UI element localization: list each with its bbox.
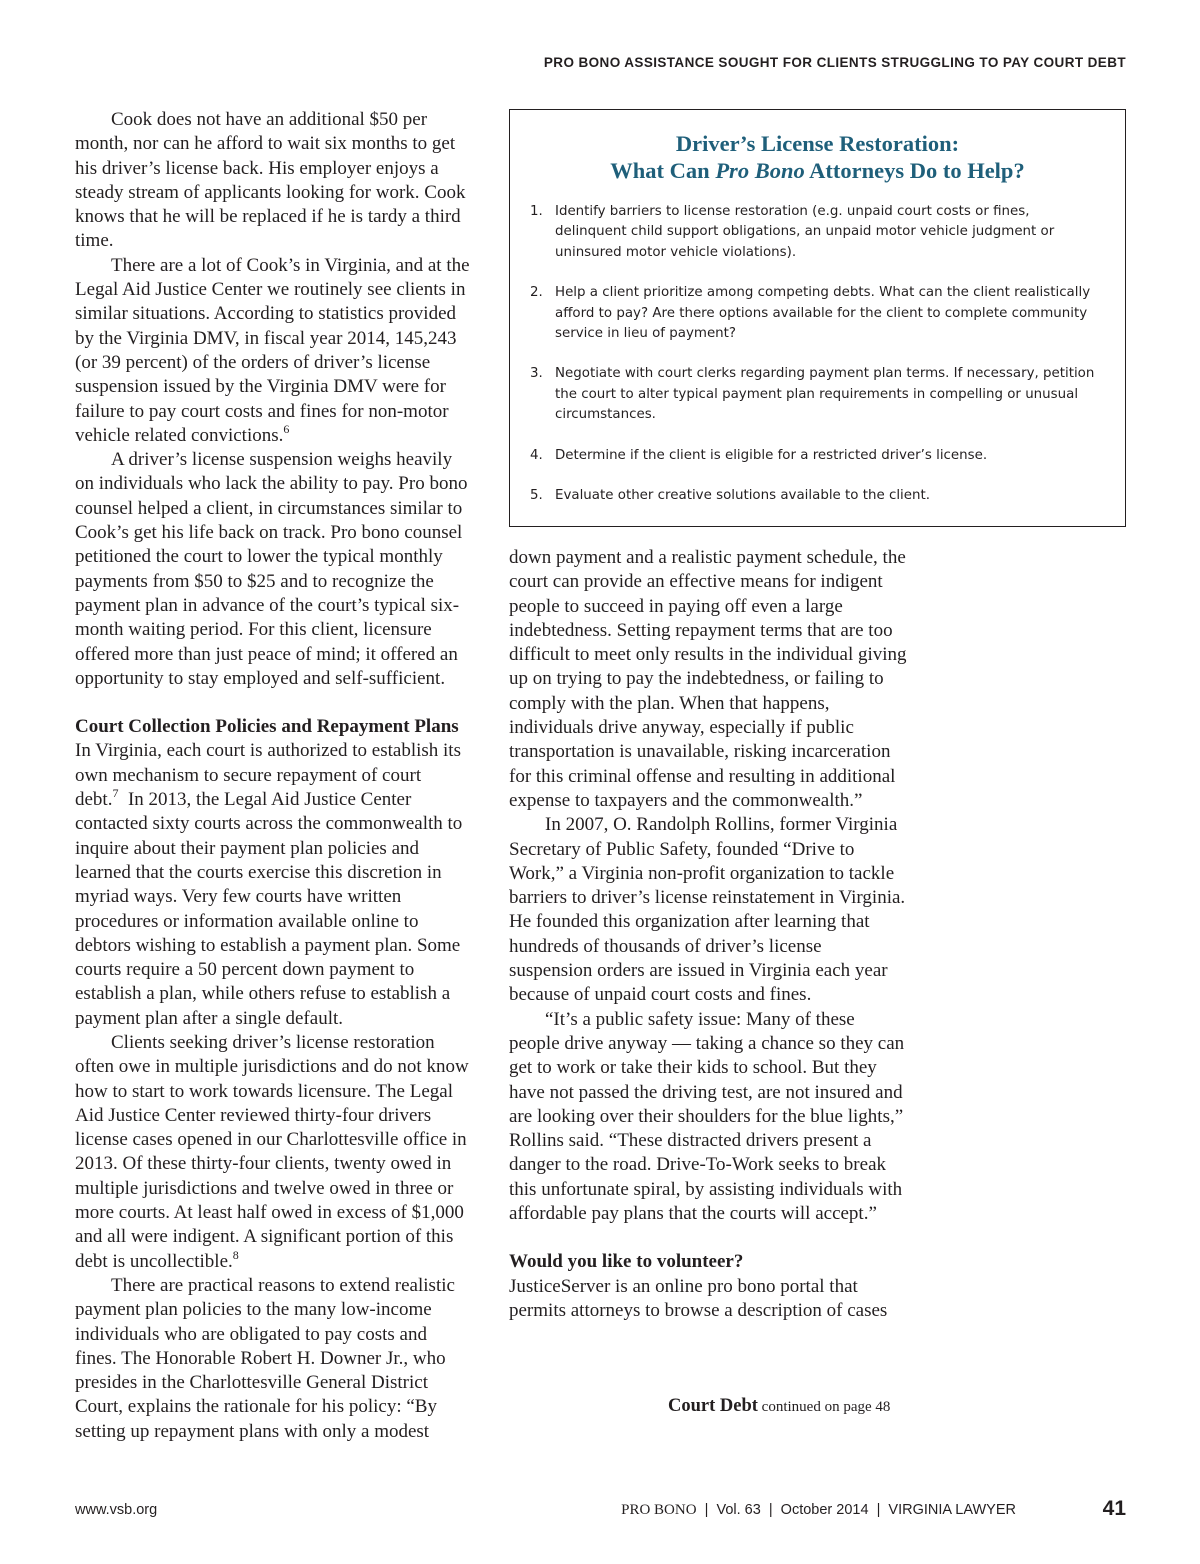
list-number: 5. [530,488,543,504]
page-number: 41 [1102,1497,1126,1520]
list-text: Determine if the client is eligible for a restricted driver’s license. [555,447,988,463]
paragraph [75,254,473,448]
title-text: What Can [610,158,716,183]
paragraph-text: Clients seeking driver’s license restoration often owe in multiple jurisdictions and do not know how to start to work towards licensure. The Legal Aid Justice Center reviewed thirty-four drivers license cases opened in our Charlottesville office in 2013. Of these thirty-four clients, twenty owed in multiple jurisdictions and twelve owed in three or more courts. At least half owed in excess of $1,000 and all were indigent. A significant portion of this debt is uncollectible. [75,1031,469,1272]
continuation-note [668,1396,890,1417]
title-text: Attorneys Do to Help? [804,158,1025,183]
running-header: PRO BONO ASSISTANCE SOUGHT FOR CLIENTS STRUGGLING TO PAY COURT DEBT [543,55,1126,70]
paragraph-text: In 2013, the Legal Aid Justice Center contacted sixty courts across the commonwealth to inquire about their payment plan policies and learned that the courts exercise this discretion in myriad ways. Very few courts have written procedures or information available online to debtors wishing to establish a payment plan. Some courts require a 50 percent down payment to establish a plan, while others refuse to establish a payment plan after a single default. [75,789,463,1029]
spacer [75,691,473,715]
continuation-text: continued on page 48 [757,1399,891,1415]
list-number: 3. [530,366,543,382]
title-emphasis: Pro Bono [715,158,805,183]
list-number: 4. [530,447,543,463]
paragraph [75,1031,473,1274]
paragraph: In 2007, O. Randolph Rollins, former Virginia Secretary of Public Safety, founded “Drive to Work,” a Virginia non-profit organization to tackle barriers to driver’s license reinstatement in Virginia. He founded this organization after learning that hundreds of thousands of driver’s license suspension orders are issued in Virginia each year because of unpaid court costs and fines. [509,814,906,1006]
sidebar-title-line: Driver’s License Restoration: [675,131,960,156]
footnote-ref: 7 [112,786,119,801]
continuation-label: Court Debt [668,1396,758,1416]
section-heading: Court Collection Policies and Repayment Plans [75,716,459,738]
paragraph: “It’s a public safety issue: Many of these people drive anyway — taking a chance so they can get to work or take their kids to school. But they have not passed the driving test, are not insured and are looking over their shoulders for the blue lights,” Rollins said. “These distracted drivers present a danger to the road. Drive-To-Work seeks to break this unfortunate spiral, by assisting individuals with affordable pay plans that the courts will accept.” [509,1008,905,1225]
paragraph [75,739,473,1031]
sidebar-list [510,202,1125,506]
footer-details: | Vol. 63 | October 2014 | VIRGINIA LAWYER [696,1502,1016,1518]
list-item [530,283,1103,344]
paragraph: A driver’s license suspension weighs heavily on individuals who lack the ability to pay. Pro bono counsel helped a client, in circumstances similar to Cook’s get his life back on track. Pro bono counsel petitioned the court to lower the typical monthly payments from $50 to $25 and to recognize the payment plan in advance of the court’s typical six-month waiting period. For this client, licensure offered more than just peace of mind; it offered an opportunity to stay employed and self-sufficient. [75,449,468,689]
paragraph: There are practical reasons to extend realistic payment plan policies to the many low-income individuals who are obligated to pay costs and fines. The Honorable Robert H. Downer Jr., who presides in the Charlottesville General District Court, explains the rationale for his policy: “By setting up repayment plans with only a modest [75,1274,455,1442]
section-heading: Would you like to volunteer? [509,1251,744,1273]
sidebar-title-line [510,157,1125,184]
paragraph: Cook does not have an additional $50 per month, nor can he afford to wait six months to get his driver’s license back. His employer enjoys a steady stream of applicants looking for work. Cook knows that he will be replaced if he is tardy a third time. [75,109,466,252]
sidebar-title [510,130,1125,184]
list-text: Evaluate other creative solutions available to the client. [555,488,931,504]
list-text: Negotiate with court clerks regarding payment plan terms. If necessary, petition the court to alter typical payment plan requirements in compelling or unusual circumstances. [555,366,1095,423]
list-item [530,486,1103,506]
list-item [530,202,1103,263]
footer-info [621,1502,1016,1519]
list-number: 2. [530,285,543,301]
footnote-ref: 6 [283,421,290,436]
paragraph-text: There are a lot of Cook’s in Virginia, and at the Legal Aid Justice Center we routinely see clients in similar situations. According to statistics provided by the Virginia DMV, in fiscal year 2014, 145,243 (or 39 percent) of the orders of driver’s license suspension issued by the Virginia DMV were for failure to pay court costs and fines for non-motor vehicle related convictions. [75,254,470,446]
left-column [75,108,473,1444]
list-text: Help a client prioritize among competing debts. What can the client realistically afford to pay? Are there options available for the client to complete community service in lieu of payment? [555,285,1091,342]
list-text: Identify barriers to license restoration (e.g. unpaid court costs or fines, delinquent child support obligations, an unpaid motor vehicle judgment or uninsured motor vehicle violations). [555,204,1055,260]
right-column [509,546,907,1323]
list-item [530,364,1103,425]
sidebar-box [509,109,1126,527]
paragraph: down payment and a realistic payment schedule, the court can provide an effective means for indigent people to succeed in paying off even a large indebtedness. Setting repayment terms that are too difficult to meet only results in the individual giving up on trying to pay the indebtedness, or failing to comply with the plan. When that happens, individuals drive anyway, especially if public transportation is unavailable, risking incarceration for this criminal offense and resulting in additional expense to taxpayers and the commonwealth.” [509,547,907,811]
footer-url: www.vsb.org [75,1502,158,1518]
list-item [530,446,1103,466]
footnote-ref: 8 [232,1247,239,1262]
spacer [509,1226,907,1250]
list-number: 1. [530,204,543,219]
paragraph-text: In Virginia, each court is authorized to establish its own mechanism to secure repayment of court debt. [75,740,461,811]
footer-section: PRO BONO [621,1502,697,1518]
paragraph: JusticeServer is an online pro bono portal that permits attorneys to browse a description of cases [509,1275,888,1321]
